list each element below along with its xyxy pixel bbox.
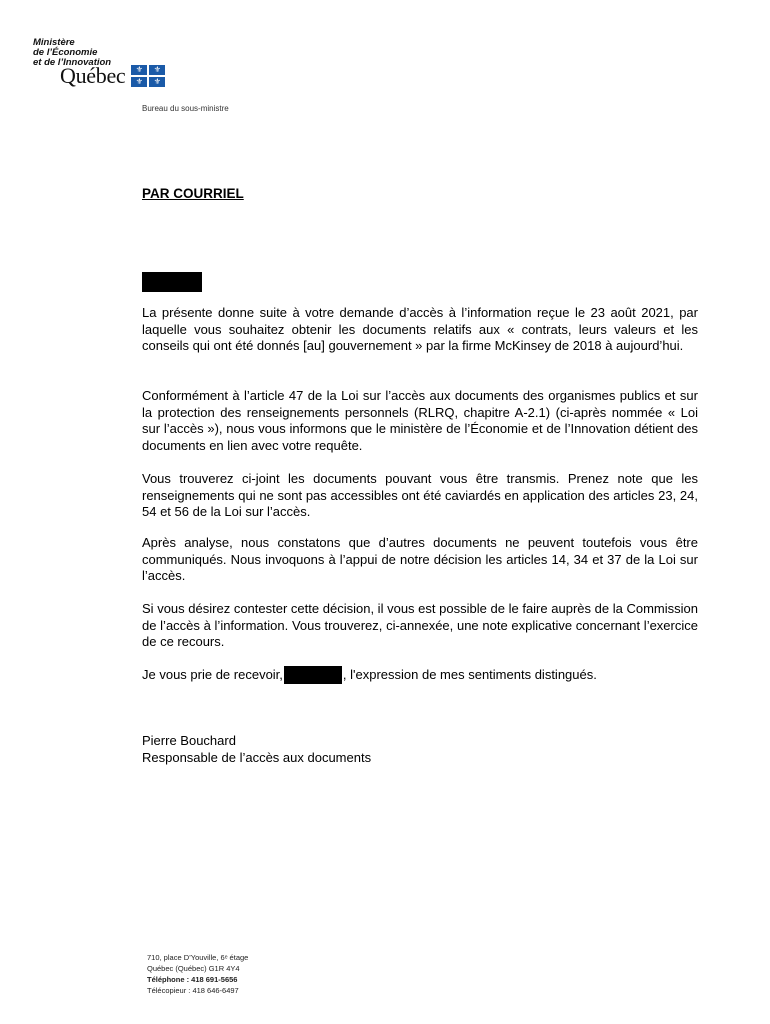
footer-address-line-2: Québec (Québec) G1R 4Y4	[147, 964, 240, 973]
ministry-name-line-2: de l’Économie	[33, 47, 98, 58]
fleurdelise-flag-icon: ⚜ ⚜ ⚜ ⚜	[131, 65, 165, 87]
delivery-method-heading: PAR COURRIEL	[142, 186, 244, 201]
signatory-title: Responsable de l’accès aux documents	[142, 750, 372, 765]
footer-phone: Téléphone : 418 691-5656	[147, 975, 238, 984]
closing-line	[142, 666, 597, 684]
footer-address	[147, 952, 248, 996]
ministry-name-line-3: et de l’Innovation	[33, 57, 112, 68]
ministry-name-line-1: Ministère	[33, 37, 75, 48]
bureau-label: Bureau du sous-ministre	[142, 104, 229, 113]
paragraph-3: Vous trouverez ci-joint les documents pouvant vous être transmis. Prenez note que les renseignements qui ne sont pas accessibles ont été caviardés en application des articles 23, 24, 54 et 56 de la Loi sur l’accès.	[142, 471, 698, 519]
closing-after: , l'expression de mes sentiments distingués.	[342, 667, 597, 682]
signature-block	[142, 732, 371, 766]
quebec-word: Québec	[60, 63, 126, 88]
footer-address-line-1: 710, place D’Youville, 6ᵉ étage	[147, 953, 249, 962]
paragraph-5: Si vous désirez contester cette décision, il vous est possible de le faire auprès de la Commission de l’accès à l’information. Vous trouverez, ci-annexée, une note explicative concernant l’exercice de ce recours.	[142, 601, 698, 649]
paragraph-2: Conformément à l’article 47 de la Loi sur l’accès aux documents des organismes publics et sur la protection des renseignements personnels (RLRQ, chapitre A-2.1) (ci-après nommée « Loi sur l’accès »), nous vous informons que le ministère de l’Économie et de l’Innovation détient des documents en lien avec votre requête.	[142, 388, 698, 453]
closing-before: Je vous prie de recevoir,	[142, 667, 283, 682]
paragraph-4: Après analyse, nous constatons que d’autres documents ne peuvent toutefois vous être communiqués. Nous invoquons à l’appui de notre décision les articles 14, 34 et 37 de la Loi sur l’accès.	[142, 535, 698, 583]
footer-fax: Télécopieur : 418 646-6497	[147, 986, 239, 995]
paragraph-1: La présente donne suite à votre demande d’accès à l’information reçue le 23 août 2021, par laquelle vous souhaitez obtenir les documents relatifs aux « contrats, leurs valeurs et les conseils qui ont été donnés [au] gouvernement » par la firme McKinsey de 2018 à aujourd’hui.	[142, 305, 698, 353]
redacted-salutation	[142, 272, 202, 292]
signatory-name: Pierre Bouchard	[142, 733, 236, 748]
ministry-logo	[33, 37, 193, 88]
quebec-wordmark	[60, 65, 165, 87]
redacted-name	[284, 666, 342, 684]
